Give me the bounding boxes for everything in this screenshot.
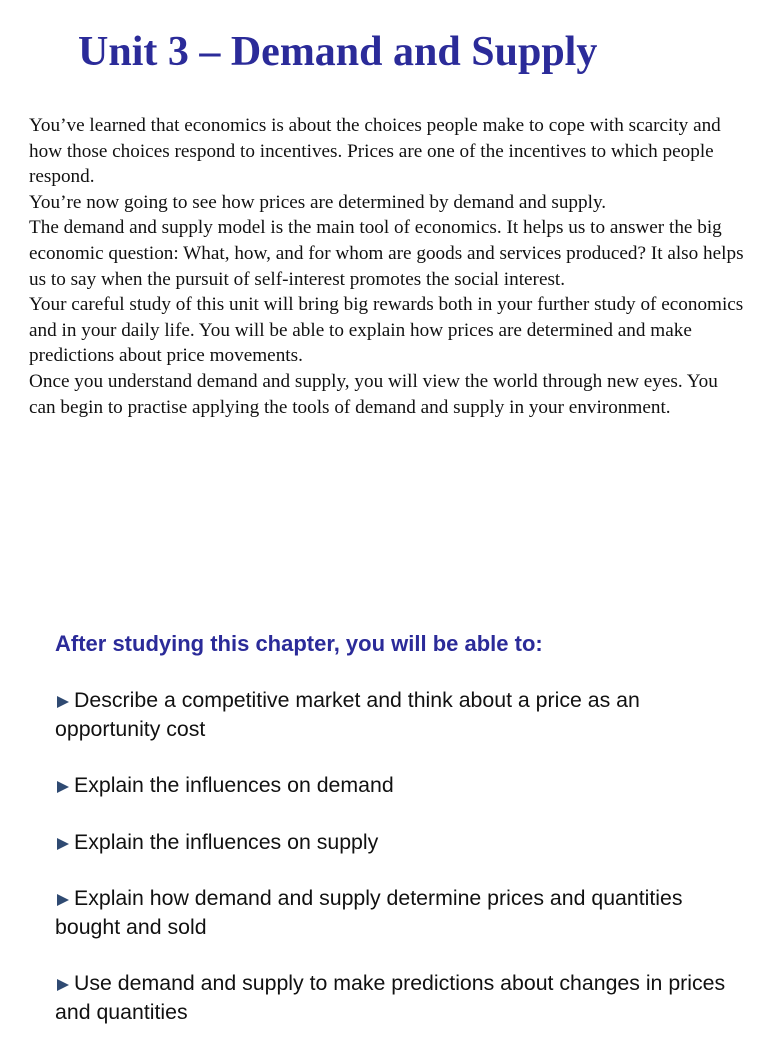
objective-text: Describe a competitive market and think about a price as an opportunity cost xyxy=(55,688,640,741)
objective-text: Use demand and supply to make predictions about changes in prices and quantities xyxy=(55,971,726,1024)
intro-paragraph: You’re now going to see how prices are determined by demand and supply. xyxy=(29,191,607,213)
objective-item xyxy=(55,771,735,800)
objective-text: Explain the influences on demand xyxy=(74,773,394,797)
triangle-bullet-icon xyxy=(57,979,69,991)
objective-item xyxy=(55,884,735,941)
intro-text xyxy=(29,113,745,420)
intro-paragraph: The demand and supply model is the main tool of economics. It helps us to answer the big economic question: What, how, and for whom are goods and services produced? It also helps us to say when the pursuit of self-interest promotes the social interest. xyxy=(29,217,744,290)
triangle-bullet-icon xyxy=(57,781,69,793)
objective-text: Explain how demand and supply determine prices and quantities bought and sold xyxy=(55,886,683,939)
page-title: Unit 3 – Demand and Supply xyxy=(78,29,598,75)
objectives-list xyxy=(55,686,735,1054)
triangle-bullet-icon xyxy=(57,838,69,850)
triangle-bullet-icon xyxy=(57,696,69,708)
objective-item xyxy=(55,686,735,743)
intro-paragraph: Your careful study of this unit will bring big rewards both in your further study of economics and in your daily life. You will be able to explain how prices are determined and make predictions about price movements. xyxy=(29,294,744,367)
objective-item xyxy=(55,969,735,1026)
objectives-heading: After studying this chapter, you will be able to: xyxy=(55,631,543,656)
objective-item xyxy=(55,828,735,857)
intro-paragraph: You’ve learned that economics is about the choices people make to cope with scarcity and how those choices respond to incentives. Prices are one of the incentives to which people respond. xyxy=(29,115,721,188)
triangle-bullet-icon xyxy=(57,894,69,906)
objective-text: Explain the influences on supply xyxy=(74,829,379,854)
intro-paragraph: Once you understand demand and supply, you will view the world through new eyes. You can begin to practise applying the tools of demand and supply in your environment. xyxy=(29,370,718,418)
